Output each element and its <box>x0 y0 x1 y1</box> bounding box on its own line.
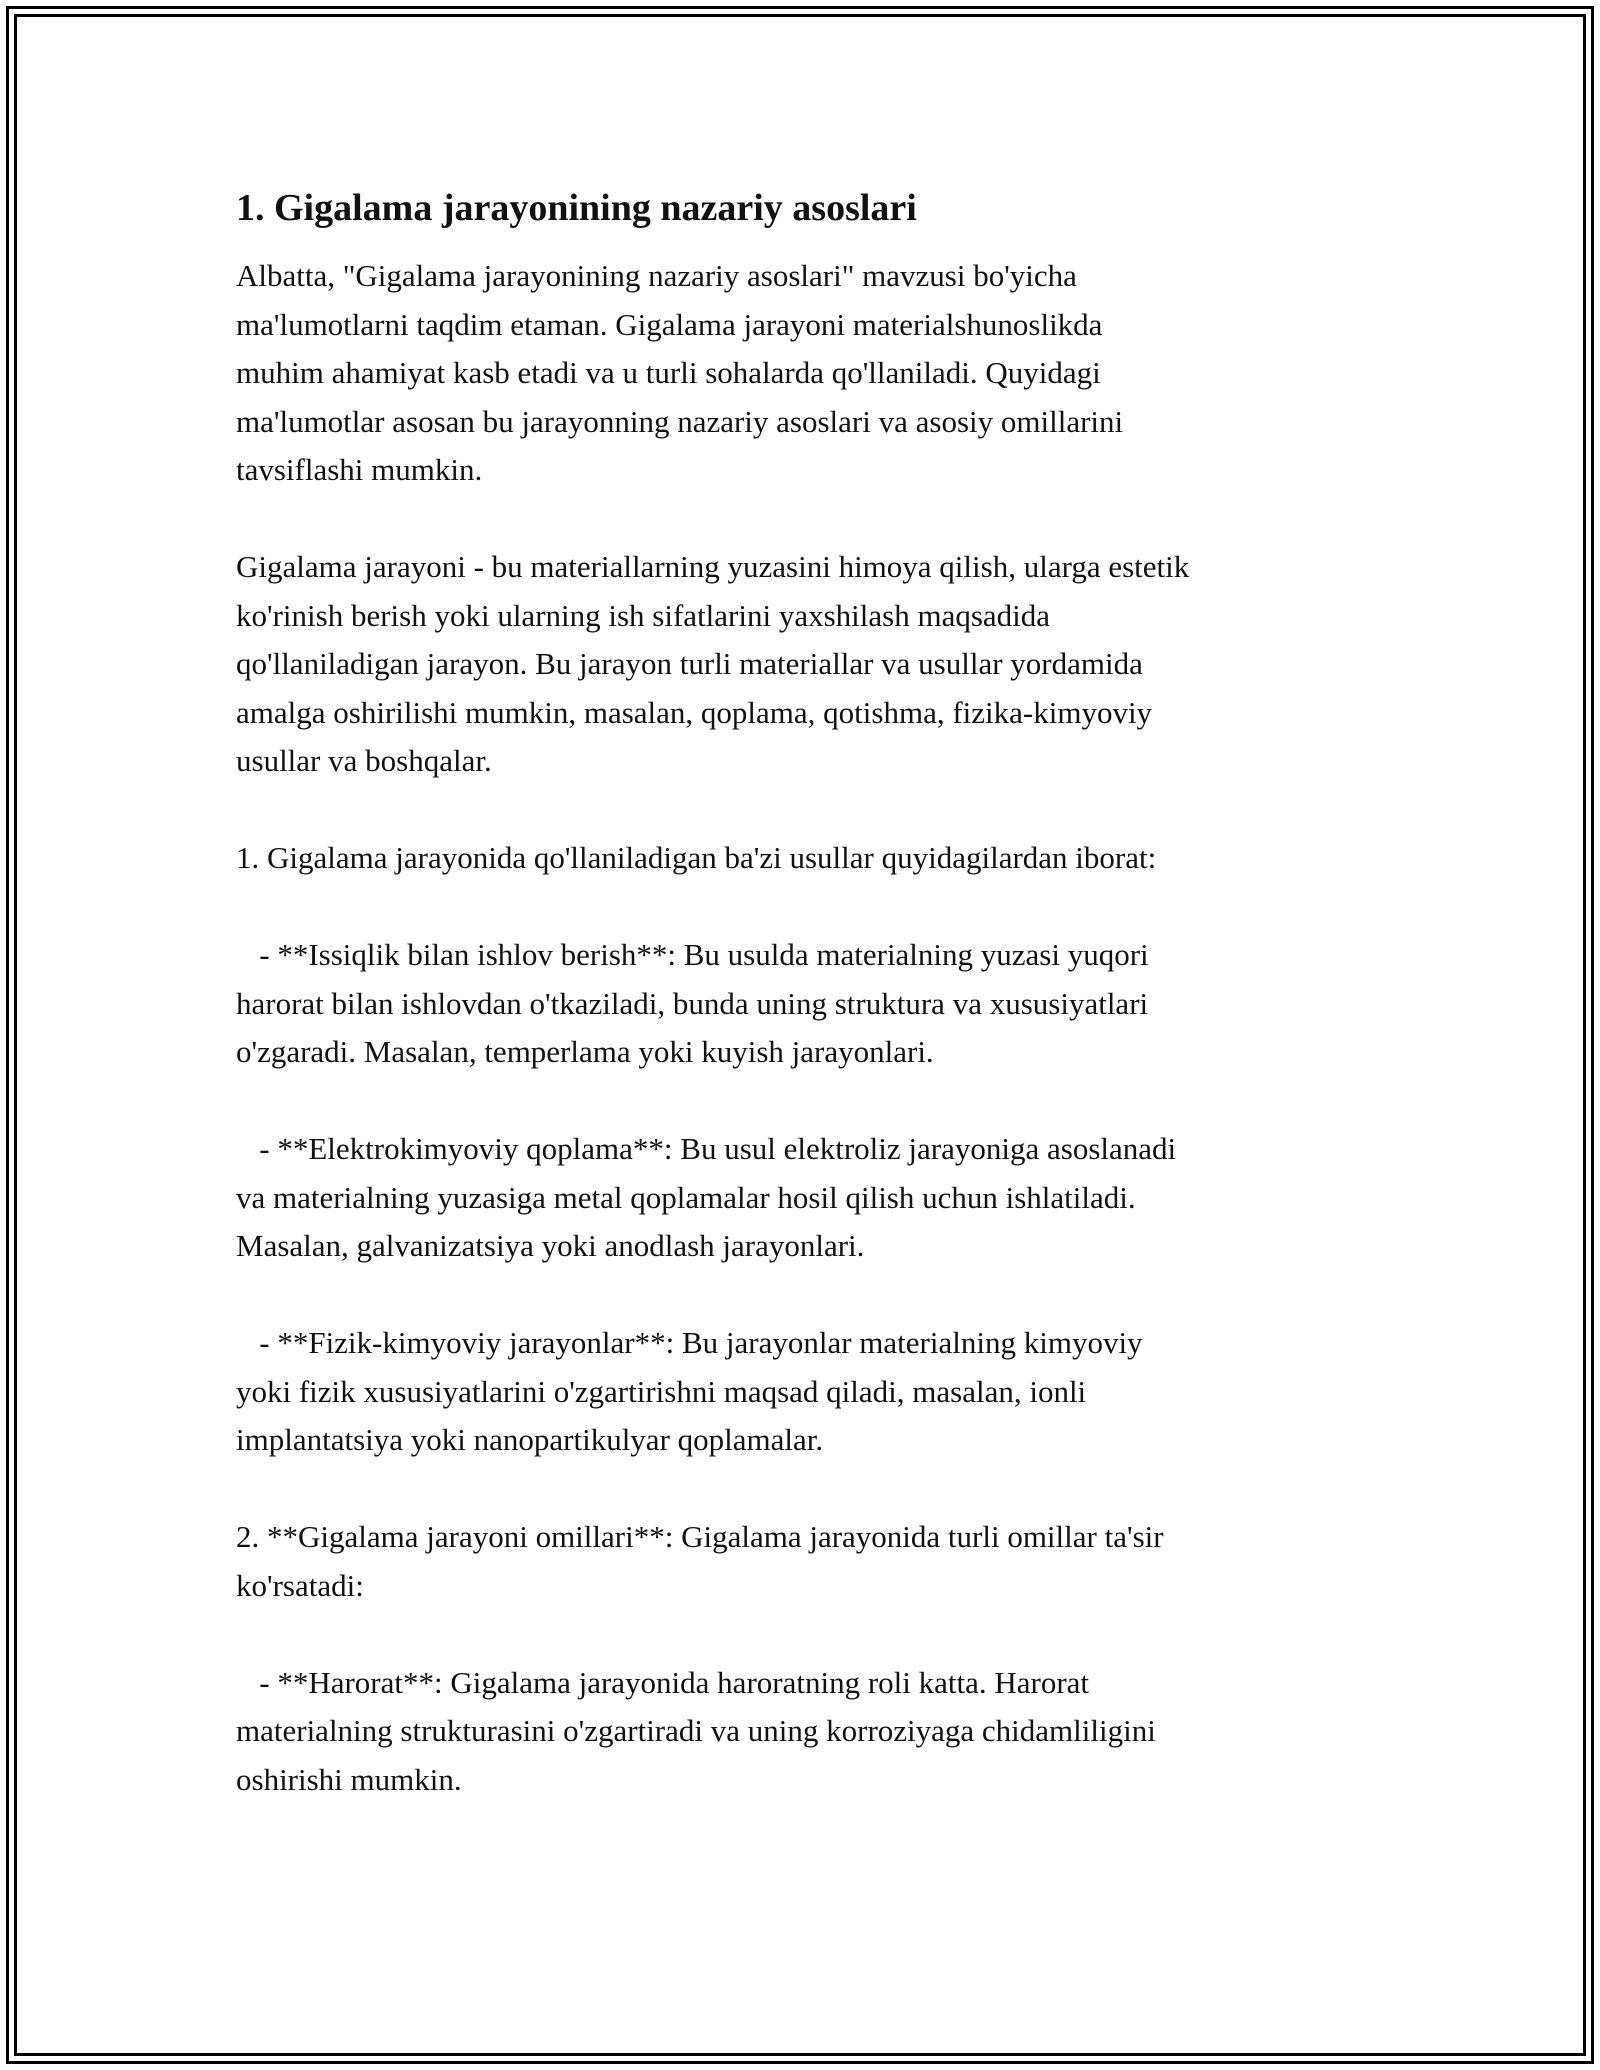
text-line: muhim ahamiyat kasb etadi va u turli sohalarda qo'llaniladi. Quyidagi <box>236 355 1101 390</box>
text-line: oshirishi mumkin. <box>236 1761 462 1797</box>
paragraph <box>236 1659 1376 1805</box>
document-title: 1. Gigalama jarayonining nazariy asoslari <box>236 187 917 229</box>
text-line: - **Elektrokimyoviy qoplama**: Bu usul elektroliz jarayoniga asoslanadi <box>236 1131 1177 1166</box>
text-line: materialning strukturasini o'zgartiradi va uning korroziyaga chidamliligini <box>236 1713 1156 1748</box>
text-line: 1. Gigalama jarayonida qo'llaniladigan ba'zi usullar quyidagilardan iborat: <box>236 840 1157 875</box>
text-line: harorat bilan ishlovdan o'tkaziladi, bunda uning struktura va xususiyatlari <box>236 985 1149 1021</box>
paragraph <box>236 931 1376 1077</box>
text-line: - **Issiqlik bilan ishlov berish**: Bu usulda materialning yuzasi yuqori <box>236 937 1149 972</box>
paragraph <box>236 1513 1376 1610</box>
text-line: ma'lumotlar asosan bu jarayonning nazariy asoslari va asosiy omillarini <box>236 403 1124 439</box>
text-line: - **Harorat**: Gigalama jarayonida haroratning roli katta. Harorat <box>236 1664 1090 1700</box>
paragraph <box>236 543 1376 786</box>
text-line: qo'llaniladigan jarayon. Bu jarayon turli materiallar va usullar yordamida <box>236 646 1143 681</box>
text-line: implantatsiya yoki nanopartikulyar qoplamalar. <box>236 1422 824 1457</box>
text-line: ko'rsatadi: <box>236 1567 364 1603</box>
paragraph <box>236 834 1376 883</box>
text-line: - **Fizik-kimyoviy jarayonlar**: Bu jarayonlar materialning kimyoviy <box>236 1325 1143 1360</box>
text-line: tavsiflashi mumkin. <box>236 452 483 487</box>
text-line: usullar va boshqalar. <box>236 743 492 778</box>
paragraph <box>236 1319 1376 1465</box>
text-line: yoki fizik xususiyatlarini o'zgartirishni maqsad qiladi, masalan, ionli <box>236 1373 1087 1409</box>
document-body <box>236 184 1376 1853</box>
text-line: Albatta, "Gigalama jarayonining nazariy asoslari" mavzusi bo'yicha <box>236 258 1077 293</box>
paragraph <box>236 252 1376 495</box>
text-line: ko'rinish berish yoki ularning ish sifatlarini yaxshilash maqsadida <box>236 597 1051 633</box>
text-line: 2. **Gigalama jarayoni omillari**: Gigalama jarayonida turli omillar ta'sir <box>236 1519 1164 1554</box>
paragraph-list <box>236 252 1376 1804</box>
text-line: o'zgaradi. Masalan, temperlama yoki kuyish jarayonlari. <box>236 1034 934 1069</box>
text-line: Gigalama jarayoni - bu materiallarning yuzasini himoya qilish, ularga estetik <box>236 549 1190 584</box>
text-line: ma'lumotlarni taqdim etaman. Gigalama jarayoni materialshunoslikda <box>236 306 1103 342</box>
text-line: amalga oshirilishi mumkin, masalan, qoplama, qotishma, fizika-kimyoviy <box>236 694 1153 730</box>
paragraph <box>236 1125 1376 1271</box>
text-line: va materialning yuzasiga metal qoplamalar hosil qilish uchun ishlatiladi. <box>236 1179 1136 1215</box>
text-line: Masalan, galvanizatsiya yoki anodlash jarayonlari. <box>236 1228 865 1263</box>
